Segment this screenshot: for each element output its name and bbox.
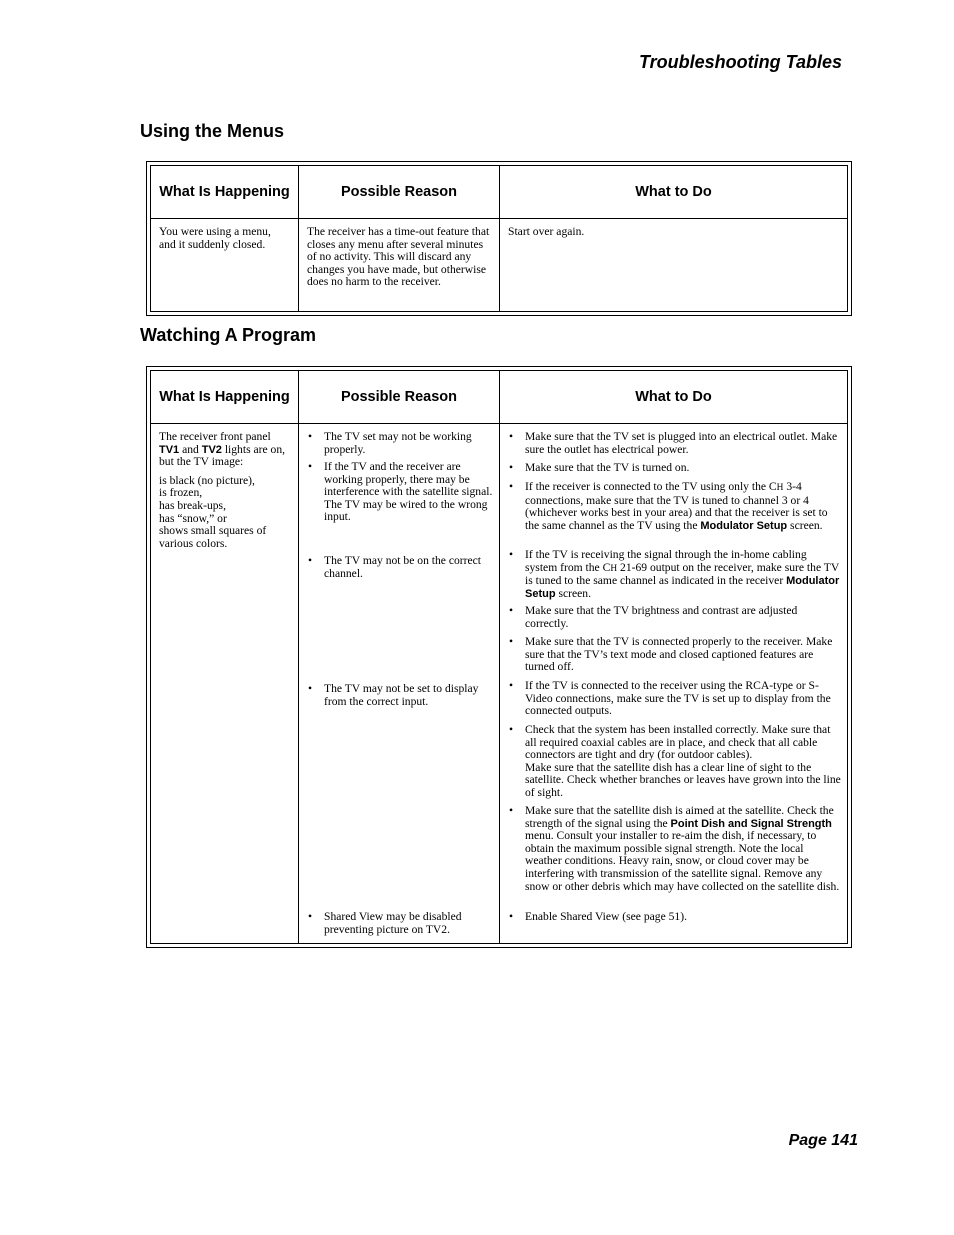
reason-cell: The receiver has a time-out feature that closes any menu after several minutes of no activity. This will discard any changes you have made, but otherwise does no harm to the receiver. <box>299 219 500 312</box>
happening-intro: The receiver front panel TV1 and TV2 lights are on, but the TV image: <box>159 430 286 469</box>
table-header-row <box>151 166 848 219</box>
table-row <box>151 424 848 944</box>
table-row <box>151 219 848 312</box>
happening-symptoms: is black (no picture), is frozen, has break-ups, has “snow,” or shows small squares of various colors. <box>159 473 267 550</box>
happening-cell <box>151 424 299 944</box>
table-header-row <box>151 371 848 424</box>
list-item: • Make sure that the TV is connected properly to the receiver. Make sure that the TV’s text mode and closed captioned features are turned off. <box>508 636 841 674</box>
list-item: • If the TV is receiving the signal through the in-home cabling system from the CH 21-69 output on the receiver, make sure the TV is tuned to the same channel as indicated in the receiver Modulator Setup screen. <box>508 549 841 600</box>
list-item: • The TV may not be on the correct channel. <box>307 555 493 580</box>
program-table-frame <box>146 366 852 948</box>
list-item: • Make sure that the TV brightness and contrast are adjusted correctly. <box>508 605 841 630</box>
menus-table <box>150 165 848 312</box>
column-header-todo: What to Do <box>500 166 848 219</box>
reason-cell <box>299 424 500 944</box>
todo-cell: Start over again. <box>500 219 848 312</box>
list-item: • If the receiver is connected to the TV using only the CH 3-4 connections, make sure that the TV is tuned to channel 3 or 4 (whichever works best in your area) and that the receiver is set to the same channel as the TV using the Modulator Setup screen. <box>508 481 841 532</box>
tv1-label: TV1 <box>159 443 180 456</box>
list-item: • If the TV and the receiver are working properly, there may be interference with the satellite signal. The TV may be wired to the wrong input. <box>307 461 493 524</box>
column-header-reason: Possible Reason <box>299 166 500 219</box>
section-title-using-menus: Using the Menus <box>140 121 285 141</box>
list-item: • Make sure that the satellite dish is aimed at the satellite. Check the strength of the signal using the Point Dish and Signal Strength menu. Consult your installer to re-aim the dish, if necessary, to obtain the maximum possible signal strength. Note the local weather conditions. Heavy rain, snow, or cloud cover may be interfering with transmission of the satellite signal. Remove any snow or other debris which may have collected on the satellite dish. <box>508 805 841 893</box>
list-item: • Make sure that the TV is turned on. <box>508 462 841 475</box>
list-item: • The TV set may not be working properly. <box>307 431 493 456</box>
list-item: • Check that the system has been installed correctly. Make sure that all required coaxial cables are in place, and check that all cable connectors are tight and dry (for outdoor cables). Make sure that the satellite dish has a clear line of sight to the satellite. Check whether branches or leaves have grown into the line of sight. <box>508 724 841 800</box>
program-table <box>150 370 848 944</box>
list-item: • Shared View may be disabled preventing picture on TV2. <box>307 911 493 936</box>
happening-cell: You were using a menu, and it suddenly closed. <box>151 219 299 312</box>
list-item: • The TV may not be set to display from the correct input. <box>307 683 493 708</box>
column-header-todo: What to Do <box>500 371 848 424</box>
todo-cell <box>500 424 848 944</box>
menus-table-frame <box>146 161 852 316</box>
column-header-happening: What Is Happening <box>151 166 299 219</box>
tv2-label: TV2 <box>201 443 222 456</box>
list-item: • If the TV is connected to the receiver using the RCA-type or S-Video connections, make sure the TV is set up to display from the connected outputs. <box>508 680 841 718</box>
section-title-watching-program: Watching A Program <box>140 325 317 345</box>
list-item: • Make sure that the TV set is plugged into an electrical outlet. Make sure the outlet has electrical power. <box>508 431 841 456</box>
list-item: • Enable Shared View (see page 51). <box>508 911 841 924</box>
column-header-reason: Possible Reason <box>299 371 500 424</box>
column-header-happening: What Is Happening <box>151 371 299 424</box>
page-header-title: Troubleshooting Tables <box>638 52 842 72</box>
page-number: Page 141 <box>788 1132 858 1149</box>
